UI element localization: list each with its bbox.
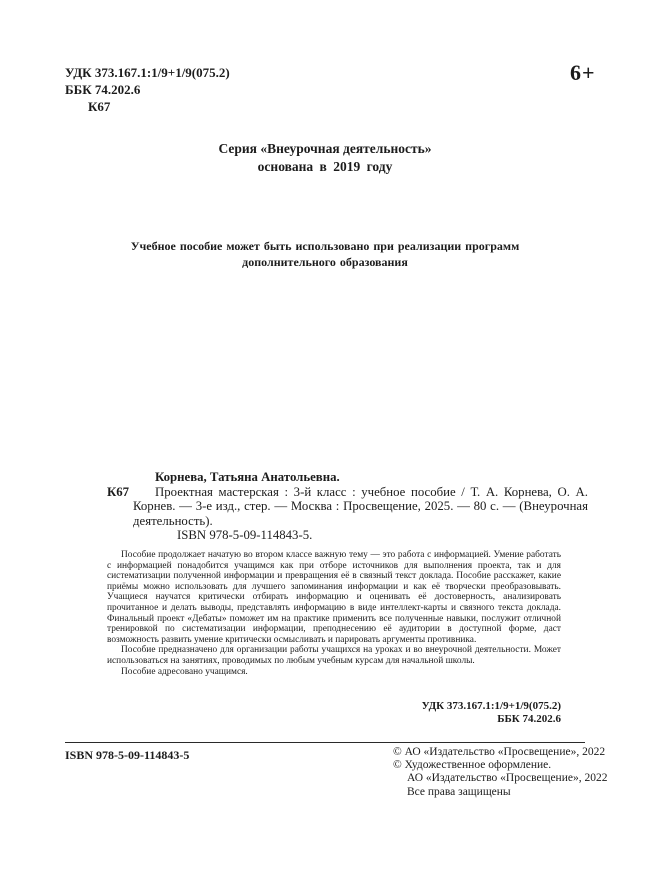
usage-note-line2: дополнительного образования bbox=[242, 255, 408, 269]
classification-block bbox=[65, 64, 230, 115]
copyright-line-3: АО «Издательство «Просвещение», 2022 bbox=[407, 772, 608, 785]
isbn-card-line: ISBN 978-5-09-114843-5. bbox=[177, 528, 313, 543]
catalog-code-margin: К67 bbox=[107, 484, 130, 499]
age-rating-badge: 6+ bbox=[570, 60, 596, 85]
isbn-footer: ISBN 978-5-09-114843-5 bbox=[65, 748, 190, 762]
copyright-line-4: Все права защищены bbox=[407, 785, 511, 798]
bbk-code: ББК 74.202.6 bbox=[65, 82, 141, 97]
usage-note bbox=[0, 238, 650, 270]
annotation-paragraph-1: Пособие продолжает начатую во втором классе важную тему — это работа с информацией. Умение работать с информацией понадобится учащимся как при отборе источников для выполнения проекта, так и для систематизации полученной информации и превращения её в связный текст доклада. Пособие расскажет, какие приёмы можно использовать для лучшего запоминания информации и как её творчески преобразовывать. Учащиеся научатся критически отбирать информацию и оценивать её достоверность, анализировать прочитанное и делать выводы, представлять информацию в виде интеллект-карты и связного текста доклада. Финальный проект «Дебаты» поможет им на практике применить все полученные навыки, послужит отличной тренировкой по систематизации информации, преподнесению её аудитории в доступной форме, даст возможность развить умение критически осмысливать и парировать аргументы противника. bbox=[107, 550, 561, 645]
annotation-paragraph-2: Пособие предназначено для организации работы учащихся на уроках и во внеурочной деятельности. Может использоваться на занятиях, проводимых по любым учебным курсам для начальной школы. bbox=[107, 645, 561, 666]
usage-note-line1: Учебное пособие может быть использовано при реализации программ bbox=[130, 239, 520, 253]
copyright-block bbox=[393, 746, 607, 799]
series-note bbox=[0, 140, 650, 176]
bbk-code-bottom: ББК 74.202.6 bbox=[497, 712, 561, 725]
catalog-code-top: К67 bbox=[88, 99, 111, 114]
footer-divider bbox=[65, 742, 585, 743]
catalog-card bbox=[107, 470, 588, 543]
author-heading: Корнева, Татьяна Анатольевна. bbox=[155, 470, 340, 484]
udk-code: УДК 373.167.1:1/9+1/9(075.2) bbox=[65, 65, 230, 80]
classification-block-bottom bbox=[107, 700, 561, 725]
series-founded: основана в 2019 году bbox=[257, 159, 393, 174]
annotation-paragraph-3: Пособие адресовано учащимся. bbox=[121, 666, 248, 677]
udk-code-bottom: УДК 373.167.1:1/9+1/9(075.2) bbox=[421, 700, 561, 712]
annotation-block bbox=[107, 550, 561, 677]
copyright-line-2: © Художественное оформление. bbox=[393, 759, 552, 772]
series-title: Серия «Внеурочная деятельность» bbox=[218, 141, 432, 156]
copyright-line-1: © АО «Издательство «Просвещение», 2022 bbox=[393, 746, 606, 758]
bibliographic-description: Проектная мастерская : 3-й класс : учебное пособие / Т. А. Корнева, О. А. Корнев. — 3-е изд., стер. — Москва : Просвещение, 2025. — 80 с. — (Внеурочная деятельность). bbox=[133, 484, 588, 528]
